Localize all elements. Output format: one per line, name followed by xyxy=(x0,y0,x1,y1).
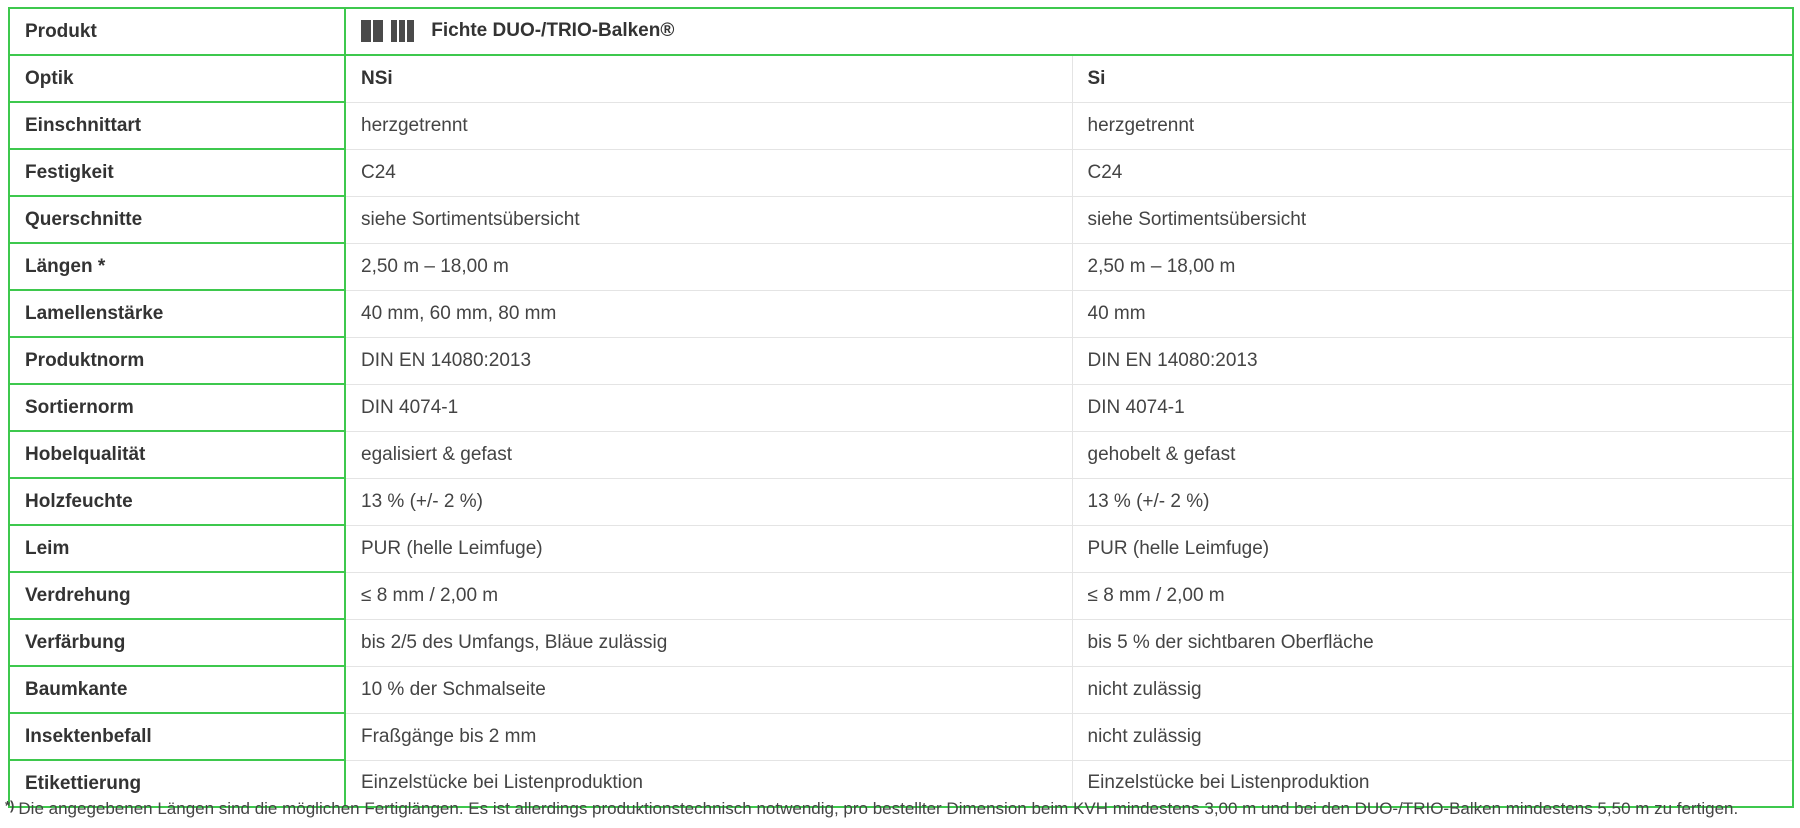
row-label: Hobelqualität xyxy=(9,431,345,478)
row-label: Lamellenstärke xyxy=(9,290,345,337)
product-name: Fichte DUO-/TRIO-Balken® xyxy=(431,20,675,42)
row-value-si: 2,50 m – 18,00 m xyxy=(1072,243,1793,290)
row-label: Holzfeuchte xyxy=(9,478,345,525)
table-row xyxy=(9,290,1793,337)
row-value-si: C24 xyxy=(1072,149,1793,196)
row-value-nsi: bis 2/5 des Umfangs, Bläue zulässig xyxy=(345,619,1072,666)
table-row xyxy=(9,619,1793,666)
row-value-nsi: 10 % der Schmalseite xyxy=(345,666,1072,713)
product-row xyxy=(9,8,1793,55)
row-label: Querschnitte xyxy=(9,196,345,243)
table-row xyxy=(9,384,1793,431)
row-label: Verfärbung xyxy=(9,619,345,666)
optik-label: Optik xyxy=(9,55,345,102)
table-row xyxy=(9,243,1793,290)
table-row xyxy=(9,713,1793,760)
row-value-nsi: Fraßgänge bis 2 mm xyxy=(345,713,1072,760)
row-value-nsi: siehe Sortimentsübersicht xyxy=(345,196,1072,243)
row-value-nsi: 13 % (+/- 2 %) xyxy=(345,478,1072,525)
row-value-si: DIN EN 14080:2013 xyxy=(1072,337,1793,384)
table-row xyxy=(9,572,1793,619)
footnote-mark: *) xyxy=(5,798,15,813)
row-value-si: siehe Sortimentsübersicht xyxy=(1072,196,1793,243)
row-label: Insektenbefall xyxy=(9,713,345,760)
table-row xyxy=(9,431,1793,478)
row-value-si: 13 % (+/- 2 %) xyxy=(1072,478,1793,525)
row-value-si: nicht zulässig xyxy=(1072,666,1793,713)
table-row xyxy=(9,525,1793,572)
table-row xyxy=(9,102,1793,149)
table-row xyxy=(9,149,1793,196)
row-value-nsi: ≤ 8 mm / 2,00 m xyxy=(345,572,1072,619)
row-value-si: PUR (helle Leimfuge) xyxy=(1072,525,1793,572)
row-label: Einschnittart xyxy=(9,102,345,149)
row-value-nsi: 2,50 m – 18,00 m xyxy=(345,243,1072,290)
row-value-si: bis 5 % der sichtbaren Oberfläche xyxy=(1072,619,1793,666)
footnote-text: Die angegebenen Längen sind die möglichen Fertiglängen. Es ist allerdings produktionstechnisch notwendig, pro bestellter Dimension beim KVH mindestens 3,00 m und bei den DUO-/TRIO-Balken mindestens 5,50 m zu fertigen. xyxy=(18,799,1739,818)
product-label: Produkt xyxy=(9,8,345,55)
row-label: Festigkeit xyxy=(9,149,345,196)
row-value-nsi: DIN 4074-1 xyxy=(345,384,1072,431)
duo-trio-beam-logo-icon xyxy=(361,20,414,42)
row-value-si: 40 mm xyxy=(1072,290,1793,337)
row-value-nsi: egalisiert & gefast xyxy=(345,431,1072,478)
row-value-si: gehobelt & gefast xyxy=(1072,431,1793,478)
row-value-nsi: 40 mm, 60 mm, 80 mm xyxy=(345,290,1072,337)
table-row xyxy=(9,196,1793,243)
product-spec-table xyxy=(8,7,1794,808)
footnote xyxy=(5,798,1738,819)
row-value-si: nicht zulässig xyxy=(1072,713,1793,760)
table-row xyxy=(9,478,1793,525)
optik-row xyxy=(9,55,1793,102)
row-label: Baumkante xyxy=(9,666,345,713)
row-label: Etikettierung xyxy=(9,760,345,807)
row-label: Leim xyxy=(9,525,345,572)
optik-nsi-header: NSi xyxy=(345,55,1072,102)
product-name-cell xyxy=(345,8,1793,55)
row-value-si: herzgetrennt xyxy=(1072,102,1793,149)
row-value-si: Einzelstücke bei Listenproduktion xyxy=(1072,760,1793,807)
table-row xyxy=(9,337,1793,384)
table-row xyxy=(9,666,1793,713)
spec-table-body xyxy=(9,8,1793,807)
row-label: Produktnorm xyxy=(9,337,345,384)
row-label: Längen * xyxy=(9,243,345,290)
row-label: Verdrehung xyxy=(9,572,345,619)
row-value-nsi: herzgetrennt xyxy=(345,102,1072,149)
row-value-nsi: DIN EN 14080:2013 xyxy=(345,337,1072,384)
row-value-si: DIN 4074-1 xyxy=(1072,384,1793,431)
row-value-si: ≤ 8 mm / 2,00 m xyxy=(1072,572,1793,619)
row-label: Sortiernorm xyxy=(9,384,345,431)
row-value-nsi: C24 xyxy=(345,149,1072,196)
optik-si-header: Si xyxy=(1072,55,1793,102)
row-value-nsi: PUR (helle Leimfuge) xyxy=(345,525,1072,572)
row-value-nsi: Einzelstücke bei Listenproduktion xyxy=(345,760,1072,807)
